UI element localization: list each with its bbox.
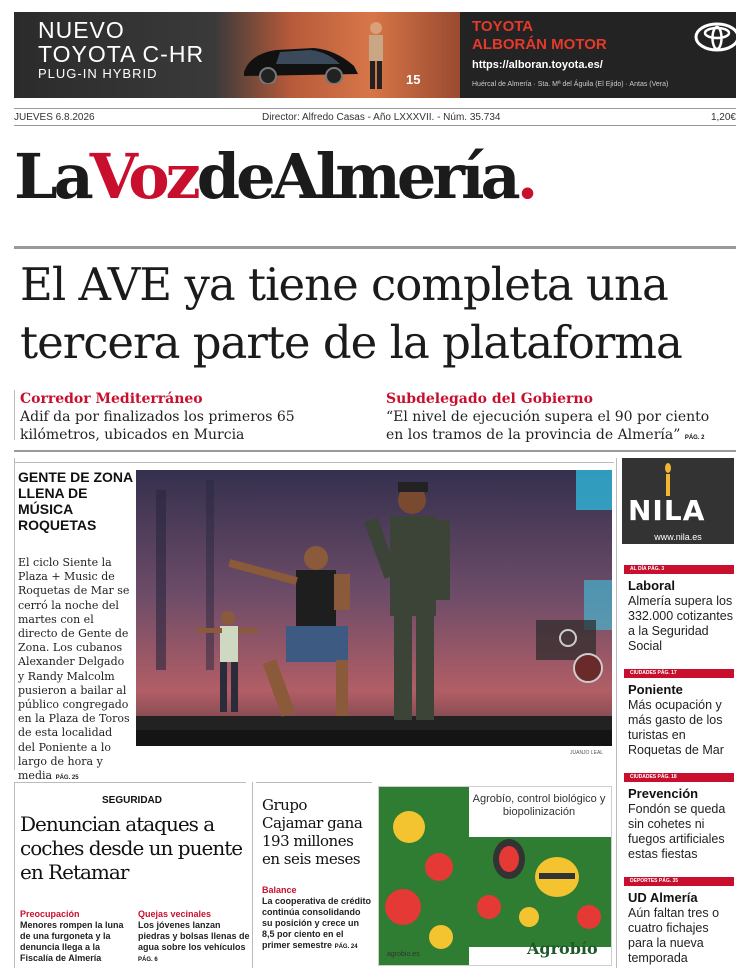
feature-title[interactable]: GENTE DE ZONA LLENA DE MÚSICA ROQUETAS (18, 469, 133, 533)
brief-body: Aún faltan tres o cuatro fichajes para la nueva temporada (628, 906, 720, 965)
mini-text: Los jóvenes lanzan piedras y bolsas llenas de agua sobre los vehículos (138, 920, 250, 952)
edition-date: JUEVES 6.8.2026 (14, 112, 95, 123)
section-rule (14, 450, 736, 452)
brief-body: Fondón se queda sin cohetes ni fuegos artificiales estas fiestas (628, 802, 726, 861)
candle-icon (660, 462, 676, 496)
ad-dealer-panel (460, 12, 736, 98)
divider (616, 458, 617, 968)
agrobio-title: Agrobío, control biológico y biopolinización (472, 793, 606, 818)
divider (252, 782, 253, 968)
mini-story-preocupacion[interactable] (20, 909, 132, 964)
dealer-url-link[interactable]: https://alboran.toyota.es/ (472, 59, 603, 71)
brief-body: Más ocupación y más gasto de los turistas en Roquetas de Mar (628, 698, 724, 757)
divider (256, 782, 372, 783)
nila-ad[interactable] (622, 458, 734, 544)
ad-headline (38, 18, 204, 66)
cajamar-kicker: Balance (262, 885, 297, 895)
divider (14, 782, 246, 783)
divider (14, 462, 614, 463)
feature-page-ref: PÁG. 25 (55, 775, 79, 782)
sub-story-corredor[interactable] (20, 390, 370, 444)
masthead-dot: . (516, 140, 535, 213)
feature-body (18, 556, 130, 785)
cajamar-text: La cooperativa de crédito continúa consolidando su posición y crece un 8,5 por ciento en el primer semestre (262, 896, 372, 950)
brief-headline-ud-almeria[interactable]: UD Almería (628, 890, 698, 905)
car-image (236, 38, 364, 84)
security-headline[interactable]: Denuncian ataques a coches desde un puente en Retamar (20, 812, 243, 884)
section-label-seguridad: SEGURIDAD (101, 795, 162, 806)
mini-text: Menores rompen la luna de una furgoneta y la denuncia llega a la Fiscalía de Almería (20, 920, 124, 963)
agrobio-logo: Agrobío (527, 939, 598, 958)
dealer-name (472, 18, 607, 54)
sub-text: Adif da por finalizados los primeros 65 kilómetros, ubicados en Murcia (20, 409, 295, 443)
sub-story-subdelegado[interactable] (386, 390, 726, 447)
section-tag: DEPORTES PÁG. 35 (624, 877, 734, 886)
ad-line-nuevo: NUEVO (38, 17, 125, 43)
dealer-brand: TOYOTA (472, 18, 534, 35)
sub-kicker: Corredor Mediterráneo (20, 391, 203, 407)
mini-story-quejas[interactable] (138, 909, 250, 966)
dealer-company: ALBORÁN MOTOR (472, 36, 607, 53)
edition-director: Director: Alfredo Casas - Año LXXXVII. - Núm. 35.734 (262, 112, 501, 123)
photo-credit: JUANJO LEAL (570, 750, 604, 756)
ad-line-model: TOYOTA C-HR (38, 41, 205, 67)
nila-logo: NILA (628, 494, 706, 527)
concert-scene-image (136, 470, 612, 746)
brief-headline-prevencion[interactable]: Prevención (628, 786, 699, 801)
nila-url: www.nila.es (654, 532, 702, 542)
brief-headline-laboral[interactable]: Laboral (628, 578, 675, 593)
divider (14, 390, 15, 440)
ad-left-panel (14, 12, 460, 98)
masthead-voz: Voz (89, 140, 197, 213)
divider (14, 458, 15, 770)
warranty-badge: 15 (406, 72, 421, 87)
section-tag: CIUDADES PÁG. 17 (624, 669, 734, 678)
sub-kicker: Subdelegado del Gobierno (386, 391, 593, 407)
section-tag: AL DÍA PÁG. 3 (624, 565, 734, 574)
headline-line-1: El AVE ya tiene completa una (20, 258, 668, 311)
masthead-la: La (14, 140, 90, 213)
agrobio-url: agrobio.es (387, 951, 420, 958)
mini-page-ref: PÁG. 6 (138, 957, 158, 963)
concert-photo[interactable] (136, 470, 612, 746)
mini-kicker: Quejas vecinales (138, 909, 212, 919)
dealer-address: Huércal de Almería · Sta. Mª del Águila (El Ejido) · Antas (Vera) (472, 81, 669, 88)
toyota-ad-banner[interactable] (14, 12, 736, 98)
newspaper-masthead[interactable] (14, 140, 736, 230)
mini-kicker: Preocupación (20, 909, 80, 919)
brief-body: Almería supera los 332.000 cotizantes a la Seguridad Social (628, 594, 733, 653)
toyota-logo-icon (694, 22, 736, 52)
edition-price: 1,20€ (710, 112, 736, 123)
headline-line-2: tercera parte de la plataforma (20, 316, 682, 369)
sub-text: “El nivel de ejecución supera el 90 por ciento en los tramos de la provincia de Almería” (386, 409, 710, 443)
masthead-rule (14, 246, 736, 249)
main-headline[interactable] (20, 256, 736, 372)
agrobio-ad[interactable] (378, 786, 612, 966)
person-figure (364, 20, 388, 92)
masthead-de: de (196, 140, 272, 213)
brief-headline-poniente[interactable]: Poniente (628, 682, 683, 697)
sub-page-ref: PÁG. 2 (684, 435, 705, 441)
divider (14, 782, 15, 968)
feature-body-text: El ciclo Siente la Plaza + Music de Roquetas de Mar se cerró la noche del martes con el directo de Gente de Zona. Los cubanos Alexander Delgado y Randy Malcolm pusieron a bailar al público congregado en la Plaza de Toros de esta localidad del Poniente a lo largo de hora y media (18, 556, 130, 783)
cajamar-body (262, 885, 372, 953)
ad-line-hybrid: PLUG-IN HYBRID (38, 66, 158, 81)
cajamar-page-ref: PÁG. 24 (334, 944, 358, 950)
masthead-almeria: Almería (271, 140, 517, 213)
cajamar-headline[interactable]: Grupo Cajamar gana 193 millones en seis meses (262, 796, 363, 868)
edition-info-bar (14, 108, 736, 126)
section-tag: CIUDADES PÁG. 18 (624, 773, 734, 782)
